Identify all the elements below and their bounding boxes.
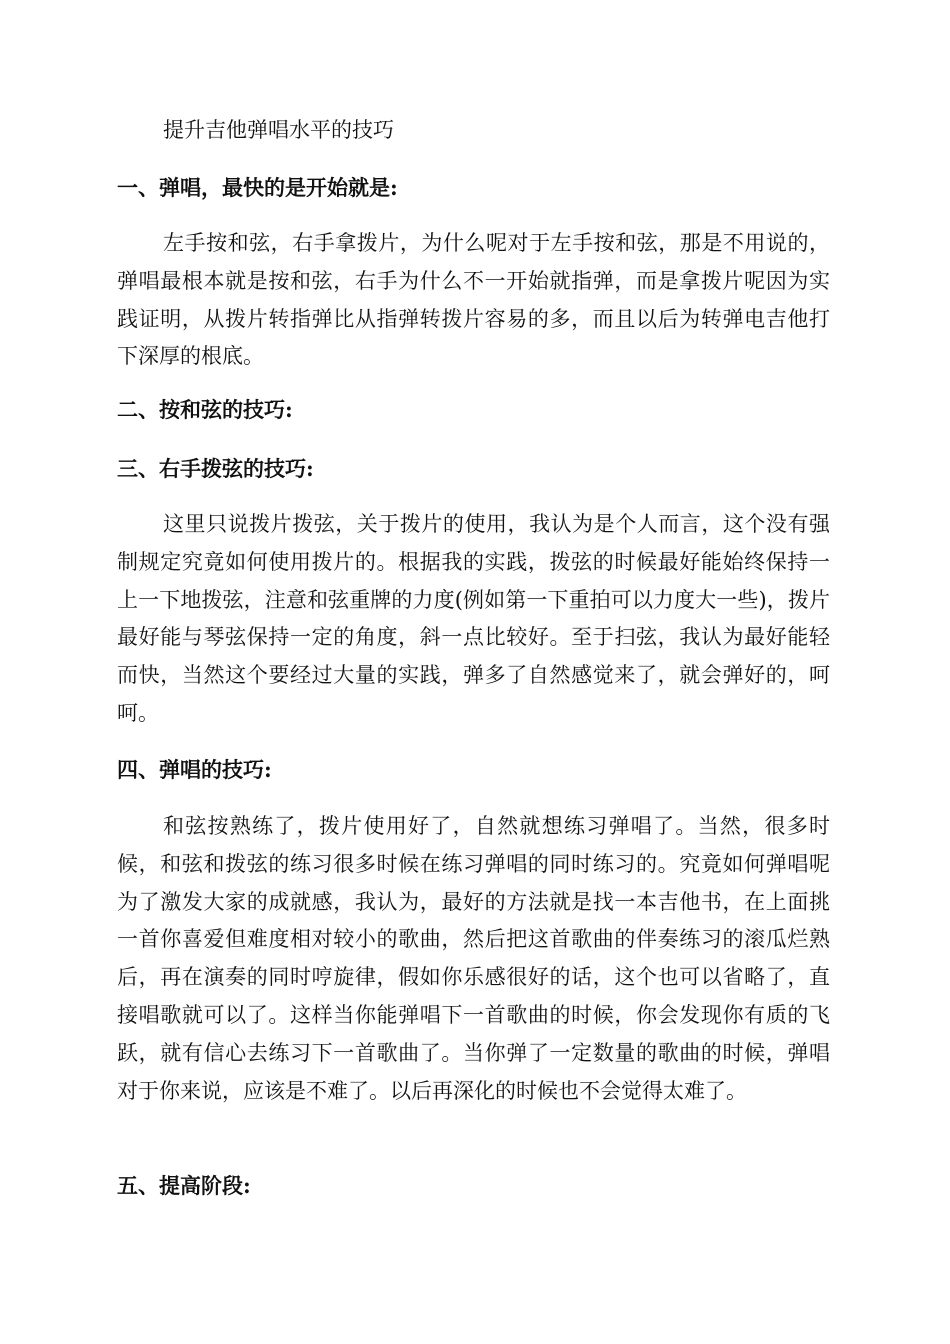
section-heading-1: 一、弹唱，最快的是开始就是: bbox=[117, 175, 398, 200]
section-heading-5: 五、提高阶段: bbox=[117, 1173, 251, 1198]
document-title: 提升吉他弹唱水平的技巧 bbox=[163, 118, 394, 142]
section-paragraph-4: 和弦按熟练了，拨片使用好了，自然就想练习弹唱了。当然，很多时候，和弦和拨弦的练习很多时候在练习弹唱的同时练习的。究竟如何弹唱呢为了激发大家的成就感，我认为，最好的方法就是找一本吉他书，在上面挑一首你喜爱但难度相对较小的歌曲，然后把这首歌曲的伴奏练习的滚瓜烂熟后，再在演奏的同时哼旋律，假如你乐感很好的话，这个也可以省略了，直接唱歌就可以了。这样当你能弹唱下一首歌曲的时候，你会发现你有质的飞跃，就有信心去练习下一首歌曲了。当你弹了一定数量的歌曲的时候，弹唱对于你来说，应该是不难了。以后再深化的时候也不会觉得太难了。 bbox=[117, 814, 830, 1103]
section-heading-2: 二、按和弦的技巧: bbox=[117, 397, 293, 422]
section-heading-4: 四、弹唱的技巧: bbox=[117, 757, 272, 782]
section-heading-3: 三、右手拨弦的技巧: bbox=[117, 456, 314, 481]
section-paragraph-1: 左手按和弦，右手拿拨片，为什么呢对于左手按和弦，那是不用说的，弹唱最根本就是按和弦，右手为什么不一开始就指弹，而是拿拨片呢因为实践证明，从拨片转指弹比从指弹转拨片容易的多，而且以后为转弹电吉他打下深厚的根底。 bbox=[117, 231, 830, 369]
section-paragraph-3: 这里只说拨片拨弦，关于拨片的使用，我认为是个人而言，这个没有强制规定究竟如何使用拨片的。根据我的实践，拨弦的时候最好能始终保持一上一下地拨弦，注意和弦重牌的力度(例如第一下重拍可以力度大一些)，拨片最好能与琴弦保持一定的角度，斜一点比较好。至于扫弦，我认为最好能轻而快，当然这个要经过大量的实践，弹多了自然感觉来了，就会弹好的，呵呵。 bbox=[117, 512, 830, 725]
